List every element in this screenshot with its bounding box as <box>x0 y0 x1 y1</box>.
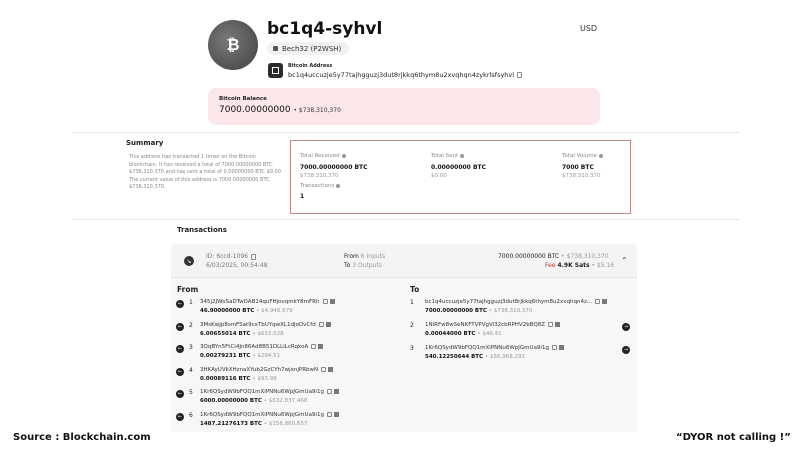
address-value <box>288 71 522 79</box>
row-amount <box>425 331 502 337</box>
transactions-title: Transactions <box>177 226 227 234</box>
qr-code-icon[interactable] <box>326 322 331 327</box>
stat-btc: 0.00000000 BTC <box>431 164 487 171</box>
amount-usd: • $4,946,679 <box>256 308 293 314</box>
amount-btc: 6.00655014 BTC <box>200 330 251 337</box>
address-text[interactable]: 1Kr6QSydW9bFQQ1mXiPNNu6WpJGmUa9i1g <box>200 389 324 395</box>
copy-icon[interactable] <box>327 389 332 394</box>
info-icon[interactable] <box>342 154 346 158</box>
row-address[interactable] <box>200 299 335 305</box>
qr-code-icon[interactable] <box>328 367 333 372</box>
copy-icon[interactable] <box>552 345 557 350</box>
transaction-date: 6/03/2025, 00:54:48 <box>206 262 268 269</box>
row-amount <box>425 354 525 360</box>
qr-code-icon[interactable] <box>602 299 607 304</box>
transaction-fee: Fee 4.9K Sats • $5.16 <box>545 262 615 269</box>
row-amount <box>200 376 277 382</box>
info-icon[interactable] <box>336 184 340 188</box>
arrow-left-icon[interactable]: ← <box>177 368 183 375</box>
copy-icon[interactable] <box>311 344 316 349</box>
amount-btc: 46.90000000 BTC <box>200 308 255 314</box>
arrow-left-icon[interactable]: ← <box>177 323 183 330</box>
row-address[interactable] <box>425 345 564 351</box>
address-text[interactable]: 1NiRFw8wSeNKFTVPVgVi32cbRPHV2bBQ8Z <box>425 322 546 328</box>
transaction-id[interactable]: ID: 6ccd-1096 <box>206 253 256 260</box>
stat-usd: $0.00 <box>431 173 447 179</box>
row-address[interactable] <box>200 322 331 328</box>
address-text[interactable]: 3QqBYn5FtCi4Jn86Ad8B51DLLiLcRqkoA <box>200 344 309 350</box>
copy-icon[interactable] <box>517 72 522 78</box>
balance-btc: 7000.00000000 <box>219 105 291 115</box>
qr-code-icon[interactable] <box>559 345 564 350</box>
row-index: 1 <box>189 299 193 306</box>
summary-title: Summary <box>126 139 164 147</box>
currency-selector[interactable]: USD <box>580 24 598 33</box>
qr-code-icon[interactable] <box>555 322 560 327</box>
stat-total-received <box>300 153 368 179</box>
row-address[interactable] <box>425 299 607 305</box>
balance-value <box>219 105 341 115</box>
summary-text: This address has transacted 1 times on the Bitcoin blockchain. It has received a total of 7000.00000000 BTC $738,310,370 and has sent a total of 0.00000000 BTC $0.00 The current value of this address is 7000.00000000 BTC $738,310,370. <box>129 154 281 190</box>
row-index: 6 <box>189 411 193 419</box>
qr-code-icon[interactable] <box>318 344 323 349</box>
transaction-direction-icon: ↘ <box>184 256 194 266</box>
address-text[interactable]: 345j2JWoSaDTwDAB14quFHjovqmkY8mFRh <box>200 299 320 305</box>
qr-code-icon[interactable] <box>330 299 335 304</box>
stat-transactions <box>300 183 340 200</box>
row-address[interactable] <box>200 389 339 395</box>
address-text[interactable]: 3HKAyUVkXHznaXYub2GzCYh7wjxnjPRbwN <box>200 366 319 373</box>
stat-total-volume <box>562 153 603 179</box>
row-amount <box>425 308 532 314</box>
stat-usd: $738,310,370 <box>562 173 601 179</box>
amount-btc: 6000.00000000 BTC <box>200 398 262 404</box>
copy-icon[interactable] <box>321 367 326 372</box>
amount-usd: • $56,968,292 <box>485 354 525 360</box>
stat-label: Total Sent <box>431 153 459 159</box>
row-index: 2 <box>410 322 414 329</box>
balance-usd: • $738,310,370 <box>293 107 341 114</box>
amount-btc: 7000.00000000 BTC <box>425 308 487 314</box>
amount-usd: • $633,528 <box>252 330 284 337</box>
qr-code-icon[interactable] <box>268 63 283 78</box>
row-address[interactable] <box>200 367 333 373</box>
arrow-right-icon[interactable]: → <box>623 324 629 330</box>
bitcoin-icon: ₿ <box>226 35 240 54</box>
amount-btc: 0.00279231 BTC <box>200 353 251 359</box>
amount-usd: • $294.51 <box>252 353 281 359</box>
stat-value: 1 <box>300 193 305 200</box>
row-address[interactable] <box>425 322 560 328</box>
disclaimer-caption: “DYOR not calling !” <box>676 432 791 443</box>
transaction-outputs-count: To 3 Outputs <box>344 262 382 269</box>
copy-icon[interactable] <box>548 322 553 327</box>
address-full: bc1q4uccuzje5y77tajhgguzj3dut8rjkkq6thym8u2xvqhqn4zykrlsfsyhvl <box>288 71 515 79</box>
address-text[interactable]: 3MsKwJp8smFSat9cxTbUYqwXL1dJoDvCfd <box>200 321 316 328</box>
row-amount <box>200 353 280 359</box>
copy-icon[interactable] <box>319 322 324 327</box>
row-index: 2 <box>189 321 193 329</box>
arrow-right-icon[interactable]: → <box>623 347 629 353</box>
stat-btc: 7000.00000000 BTC <box>300 164 368 171</box>
balance-label: Bitcoin Balance <box>219 96 267 102</box>
row-address[interactable] <box>200 344 323 350</box>
transaction-amount: 7000.00000000 BTC • $738,310,370 <box>498 253 609 260</box>
stat-label: Total Volume <box>562 153 598 159</box>
row-amount <box>200 331 284 337</box>
row-index: 4 <box>189 366 193 374</box>
address-text[interactable]: 1Kr6QSydW9bFQQ1mXiPNNu6WpJGmUa9i1g <box>425 345 549 351</box>
copy-icon[interactable] <box>251 254 256 260</box>
arrow-left-icon[interactable]: ← <box>177 391 183 397</box>
arrow-left-icon[interactable]: ← <box>177 346 183 352</box>
arrow-left-icon[interactable]: ← <box>177 413 183 420</box>
amount-usd: • $738,310,370 <box>488 308 533 314</box>
amount-usd: • $632,837,468 <box>263 398 308 404</box>
stat-total-sent <box>431 153 486 179</box>
transaction-inputs-count: From 6 Inputs <box>344 253 386 260</box>
amount-btc: 0.00044000 BTC <box>425 331 476 337</box>
stat-usd: $738,310,370 <box>300 173 339 179</box>
address-avatar <box>208 20 258 70</box>
qr-code-icon[interactable] <box>334 389 339 394</box>
amount-usd: • $93.99 <box>252 375 277 382</box>
address-label: Bitcoin Address <box>288 63 333 69</box>
address-text[interactable]: bc1q4uccuzje5y77tajhgguzj3dut8rjkkq6thym8u2xvqhqn4z... <box>425 299 593 305</box>
qr-code-icon[interactable] <box>334 412 339 417</box>
amount-usd: • $46.41 <box>477 331 502 337</box>
arrow-left-icon[interactable]: ← <box>177 301 183 307</box>
divider <box>72 132 740 133</box>
info-icon[interactable] <box>460 154 464 158</box>
page-title: bc1q4-syhvl <box>267 19 383 39</box>
amount-btc: 0.00089116 BTC <box>200 375 251 382</box>
row-index: 1 <box>410 299 414 306</box>
copy-icon[interactable] <box>327 412 332 417</box>
amount-btc: 1487.21276173 BTC <box>200 420 262 427</box>
copy-icon[interactable] <box>595 299 600 304</box>
wallet-icon <box>273 46 278 51</box>
source-caption: Source : Blockchain.com <box>13 432 151 443</box>
row-amount <box>200 308 293 314</box>
inputs-title: From <box>177 285 199 294</box>
outputs-title: To <box>410 285 420 294</box>
row-index: 3 <box>410 345 414 352</box>
amount-usd: • $156,860,657 <box>263 420 308 427</box>
info-icon[interactable] <box>599 154 603 158</box>
row-index: 3 <box>189 344 193 351</box>
address-type-label: Bech32 (P2WSH) <box>282 44 342 53</box>
stat-label: Transactions <box>300 183 335 189</box>
amount-btc: 540.12250644 BTC <box>425 354 484 360</box>
divider <box>72 219 740 220</box>
stat-btc: 7000 BTC <box>562 164 594 171</box>
stat-label: Total Received <box>300 153 340 159</box>
row-index: 5 <box>189 389 193 396</box>
row-amount <box>200 421 307 427</box>
address-text[interactable]: 1Kr6QSydW9bFQQ1mXiPNNu6WpJGmUa9i1g <box>200 411 324 418</box>
copy-icon[interactable] <box>323 299 328 304</box>
row-address[interactable] <box>200 412 339 418</box>
chevron-up-icon[interactable]: ⌃ <box>621 256 628 265</box>
row-amount <box>200 398 307 404</box>
address-type-badge <box>267 42 349 55</box>
transaction-header[interactable] <box>171 244 637 278</box>
